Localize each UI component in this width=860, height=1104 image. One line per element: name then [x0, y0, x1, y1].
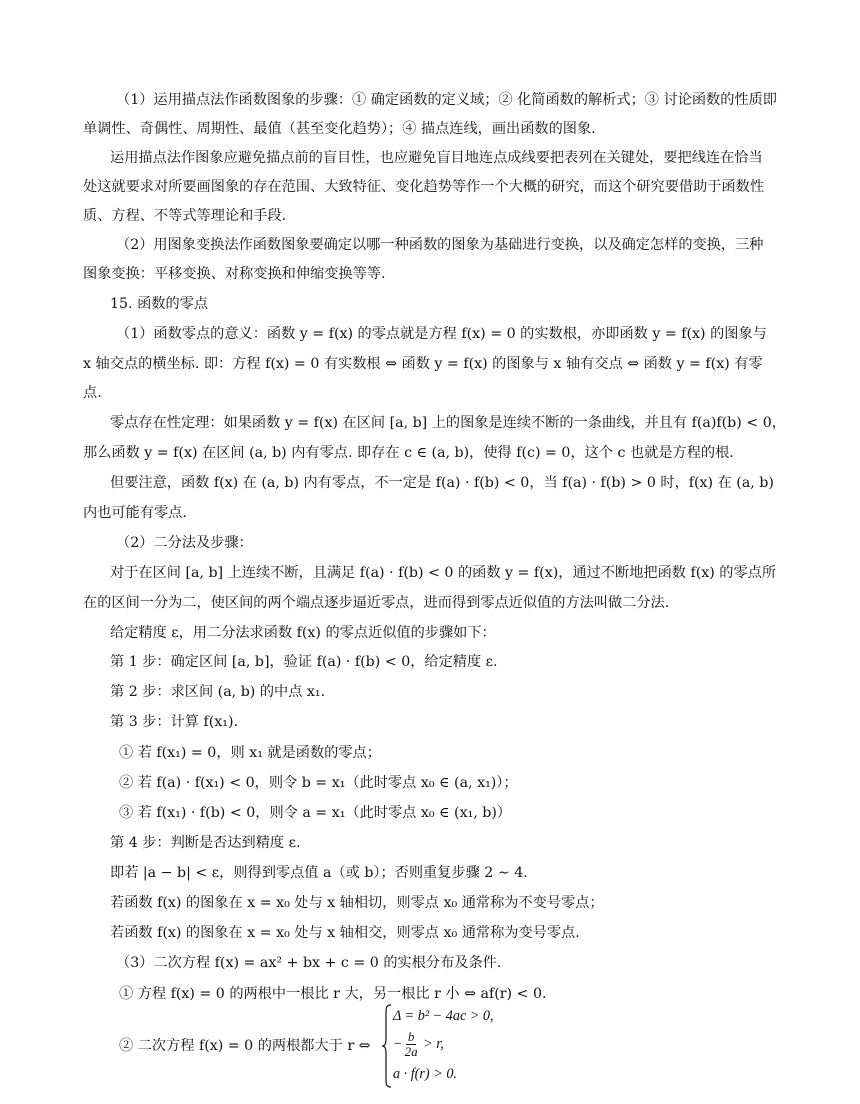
case-condition: a · f(r) > 0.: [393, 1066, 457, 1082]
text-line: 单调性、奇偶性、周期性、最值（甚至变化趋势）；④ 描点连线，画出函数的图象.: [83, 121, 596, 137]
text-line: 第 2 步：求区间 (a, b) 的中点 x₁.: [110, 684, 326, 700]
text-line: 运用描点法作图象应避免描点前的盲目性，也应避免盲目地连点成线要把表列在关键处，要把线连在恰当: [110, 150, 763, 166]
left-brace-icon: [381, 1004, 393, 1088]
text-line: （3）二次方程 f(x) = ax² + bx + c = 0 的实根分布及条件.: [116, 955, 502, 971]
text-line: （1）函数零点的意义：函数 y = f(x) 的零点就是方程 f(x) = 0 的实数根，亦即函数 y = f(x) 的图象与: [116, 326, 767, 342]
list-item: ② 若 f(a) · f(x₁) < 0，则令 b = x₁（此时零点 x₀ ∈ (a, x₁)）；: [119, 775, 518, 791]
list-item: ③ 若 f(x₁) · f(b) < 0，则令 a = x₁（此时零点 x₀ ∈ (x₁, b)）: [119, 805, 512, 821]
section-heading: 15. 函数的零点: [110, 296, 209, 312]
text-line: 对于在区间 [a, b] 上连续不断，且满足 f(a) · f(b) < 0 的函数 y = f(x)，通过不断地把函数 f(x) 的零点所: [110, 565, 777, 581]
text-line: 若函数 f(x) 的图象在 x = x₀ 处与 x 轴相切，则零点 x₀ 通常称为不变号零点；: [110, 895, 604, 911]
text-line: 图象变换：平移变换、对称变换和伸缩变换等等.: [83, 266, 386, 282]
text-line: 第 1 步：确定区间 [a, b]，验证 f(a) · f(b) < 0，给定精度 ε.: [110, 654, 498, 670]
text-line: 第 4 步：判断是否达到精度 ε.: [110, 835, 301, 851]
text-line: 处这就要求对所要画图象的存在范围、大致特征、变化趋势等作一个大概的研究，而这个研究要借助于函数性: [83, 179, 765, 195]
text-line: 那么函数 y = f(x) 在区间 (a, b) 内有零点. 即存在 c ∈ (a, b)，使得 f(c) = 0，这个 c 也就是方程的根.: [83, 445, 734, 461]
text-line: 第 3 步：计算 f(x₁).: [110, 714, 239, 730]
text-line: 点.: [83, 385, 102, 401]
fraction-numerator: b: [407, 1029, 415, 1044]
fraction: [403, 1030, 420, 1059]
text-line: （2）用图象变换法作函数图象要确定以哪一种函数的图象为基础进行变换，以及确定怎样的变换，三种: [116, 237, 764, 253]
text-line: （2）二分法及步骤：: [116, 535, 253, 551]
text-line: 即若 |a − b| < ε，则得到零点值 a（或 b）；否则重复步骤 2 ∼ 4.: [110, 865, 528, 881]
text-line: 若函数 f(x) 的图象在 x = x₀ 处与 x 轴相交，则零点 x₀ 通常称为变号零点.: [110, 925, 580, 941]
list-item: ① 若 f(x₁) = 0，则 x₁ 就是函数的零点；: [119, 745, 381, 761]
text-line: （1）运用描点法作函数图象的步骤：① 确定函数的定义域；② 化简函数的解析式；③ 讨论函数的性质即: [116, 92, 777, 108]
minus-sign: −: [393, 1035, 403, 1052]
case-condition: [393, 1030, 444, 1059]
text-line: 给定精度 ε，用二分法求函数 f(x) 的零点近似值的步骤如下：: [110, 625, 496, 641]
text-line: 质、方程、不等式等理论和手段.: [83, 208, 287, 224]
case-condition: Δ = b² − 4ac > 0,: [393, 1008, 494, 1024]
text-line: 零点存在性定理：如果函数 y = f(x) 在区间 [a, b] 上的图象是连续不断的一条曲线，并且有 f(a)f(b) < 0，: [110, 415, 786, 431]
inequality-text: > r,: [423, 1035, 444, 1052]
list-item: ② 二次方程 f(x) = 0 的两根都大于 r ⇔: [119, 1038, 371, 1054]
fraction-denominator: 2a: [404, 1044, 418, 1059]
text-line: 内也可能有零点.: [83, 505, 187, 521]
text-line: x 轴交点的横坐标. 即：方程 f(x) = 0 有实数根 ⇔ 函数 y = f(x) 的图象与 x 轴有交点 ⇔ 函数 y = f(x) 有零: [83, 356, 763, 372]
text-line: 在的区间一分为二，使区间的两个端点逐步逼近零点，进而得到零点近似值的方法叫做二分法.: [83, 595, 670, 611]
list-item: ① 方程 f(x) = 0 的两根中一根比 r 大，另一根比 r 小 ⇔ af(r) < 0.: [119, 986, 547, 1002]
text-line: 但要注意，函数 f(x) 在 (a, b) 内有零点，不一定是 f(a) · f(b) < 0，当 f(a) · f(b) > 0 时，f(x) 在 (a, b): [110, 475, 774, 491]
